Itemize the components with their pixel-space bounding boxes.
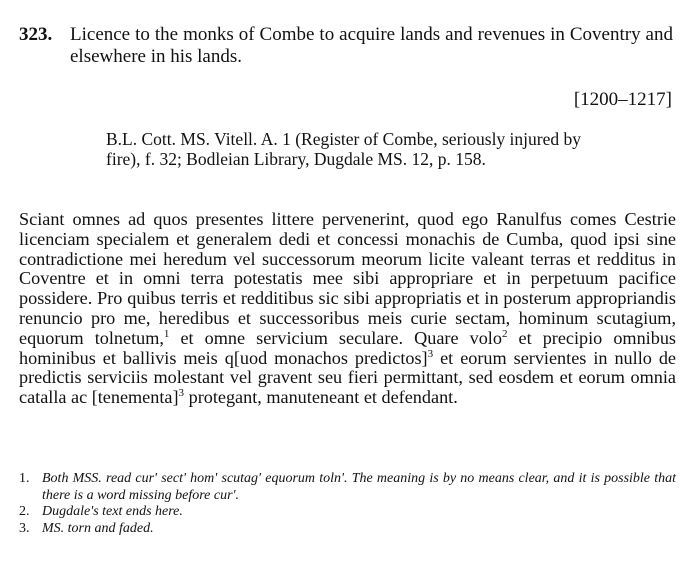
manuscript-sources: B.L. Cott. MS. Vitell. A. 1 (Register of Combe, seriously injured by fire), f. 32; Bodleian Library, Dugdale MS. 12, p. 158. xyxy=(106,129,581,169)
charter-segment: et eorum servientes in nullo de predictis serviciis molestant vel gravent seu fieri permittant, sed eosdem et eorum omnia catalla ac [tenementa] xyxy=(19,347,676,408)
charter-segment: Sciant omnes ad quos presentes littere pervenerint, quod ego Ranulfus comes Cestrie licenciam specialem et generalem dedi et concessi monachis de Cumba, quod ipsi sine contradictione mei heredum vel successorum meorum licite valeant terras et redditus in Coventre et in omni terra potestatis mee sibi appropriare et in perpetuum pacifice possidere. Pro quibus terris et redditibus sic sibi appropriatis et in posterum appropriandis renuncio pro me, heredibus et successoribus meis curie sectam, hominum scutagium, equorum tolnetum, xyxy=(19,209,676,348)
footnote-text: MS. torn and faded. xyxy=(42,520,154,536)
footnote-ref: 2 xyxy=(501,327,508,340)
footnotes xyxy=(19,471,676,537)
footnote-number: 1. xyxy=(19,471,30,486)
charter-segment: et precipio omnibus hominibus et ballivis meis q[uod monachos predictos] xyxy=(19,327,676,368)
footnote xyxy=(19,504,676,521)
footnote-number: 2. xyxy=(19,504,30,519)
footnote xyxy=(19,471,676,504)
charter-segment: protegant, manuteneant et defendant. xyxy=(184,387,458,408)
footnote-ref: 3 xyxy=(178,387,185,400)
footnote xyxy=(19,521,676,538)
charter-segment: et omne servicium seculare. Quare volo xyxy=(169,327,502,348)
footnote-text: Dugdale's text ends here. xyxy=(42,504,183,519)
footnote-ref: 1 xyxy=(163,327,170,340)
footnote-number: 3. xyxy=(19,520,30,536)
charter-text xyxy=(19,210,676,408)
entry-title: Licence to the monks of Combe to acquire lands and revenues in Coventry and elsewhere in his lands. xyxy=(70,24,673,67)
footnote-text: Both MSS. read cur' sect' hom' scutag' equorum toln'. The meaning is by no means clear, and it is possible that there is a word missing before cur'. xyxy=(42,471,676,503)
entry-number: 323. xyxy=(19,24,53,45)
entry-date: [1200–1217] xyxy=(573,89,672,110)
footnote-ref: 3 xyxy=(427,347,434,360)
